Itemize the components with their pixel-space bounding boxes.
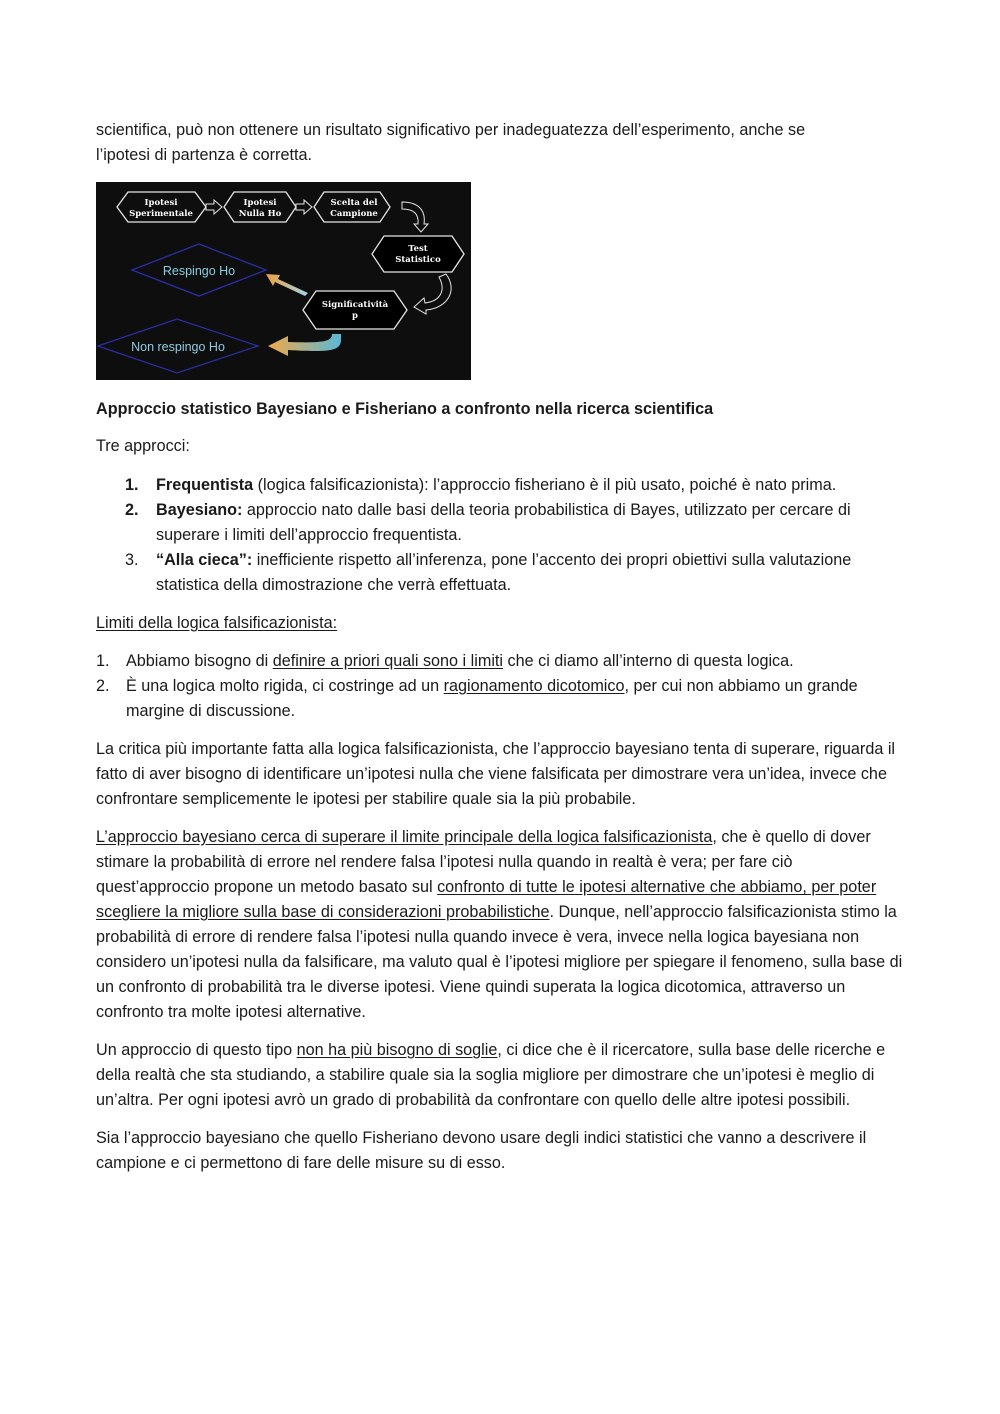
intro-line-2: l’ipotesi di partenza è corretta.	[96, 146, 312, 164]
svg-text:Ipotesi: Ipotesi	[243, 198, 277, 208]
svg-text:Campione: Campione	[330, 209, 378, 219]
box-ipotesi-sperimentale	[117, 192, 206, 222]
list-item: 2. È una logica molto rigida, ci costringe ad un ragionamento dicotomico, per cui non abbiamo un grande margine di discussione.	[96, 677, 858, 720]
box-ipotesi-nulla	[224, 192, 296, 222]
box-significativita	[303, 291, 407, 329]
box-scelta-campione	[314, 192, 390, 222]
svg-text:Significatività: Significatività	[321, 300, 389, 310]
list-item: 1. Frequentista (logica falsificazionista): l’approccio fisheriano è il più usato, poiché è nato prima.	[125, 476, 837, 494]
limits-title: Limiti della logica falsificazionista:	[96, 614, 338, 632]
intro-line-1: scientifica, può non ottenere un risultato significativo per inadeguatezza dell’esperimento, anche se	[96, 121, 806, 139]
svg-text:Test: Test	[408, 244, 428, 254]
svg-text:Statistico: Statistico	[395, 255, 441, 265]
svg-text:Non respingo Ho: Non respingo Ho	[131, 340, 225, 354]
intro-paragraph	[96, 118, 908, 168]
section-heading: Approccio statistico Bayesiano e Fisheriano a confronto nella ricerca scientifica	[96, 400, 714, 418]
svg-text:Nulla Ho: Nulla Ho	[238, 209, 282, 219]
svg-text:p: p	[352, 311, 358, 321]
document-page	[96, 118, 908, 1176]
svg-text:Ipotesi: Ipotesi	[144, 198, 178, 208]
limits-list	[96, 649, 908, 724]
paragraph-critica: La critica più importante fatta alla logica falsificazionista, che l’approccio bayesiano tenta di superare, riguarda il fatto di aver bisogno di identificare un’ipotesi nulla che viene falsificata per dimostrare vera un’idea, invece che confrontare semplicemente le ipotesi per stabilire quale sia la più probabile.	[96, 740, 896, 808]
box-respingo-ho	[132, 244, 266, 296]
svg-text:Scelta del: Scelta del	[330, 198, 378, 208]
svg-text:Respingo Ho: Respingo Ho	[162, 264, 236, 278]
hypothesis-test-flow-diagram	[96, 182, 471, 380]
approaches-list	[96, 473, 908, 598]
list-item: 3. “Alla cieca”: inefficiente rispetto all’inferenza, pone l’accento dei propri obiettivi sulla valutazione statistica della dimostrazione che verrà effettuata.	[125, 551, 852, 594]
svg-text:Sperimentale: Sperimentale	[129, 209, 193, 219]
paragraph-soglie: Un approccio di questo tipo non ha più bisogno di soglie, ci dice che è il ricercatore, sulla base delle ricerche e della realtà che sta studiando, a stabilire quale sia la soglia migliore per dimostrare che un’ipotesi è meglio di un’altra. Per ogni ipotesi avrò un grado di probabilità da confrontare con quello delle altre ipotesi possibili.	[96, 1041, 886, 1109]
paragraph-indici: Sia l’approccio bayesiano che quello Fisheriano devono usare degli indici statistici che vanno a descrivere il campione e ci permettono di fare delle misure su di esso.	[96, 1129, 867, 1172]
tre-approcci-label: Tre approcci:	[96, 437, 190, 455]
list-item: 2. Bayesiano: approccio nato dalle basi della teoria probabilistica di Bayes, utilizzato per cercare di superare i limiti dell’approccio frequentista.	[125, 501, 851, 544]
list-item: 1. Abbiamo bisogno di definire a priori quali sono i limiti che ci diamo all’interno di questa logica.	[96, 652, 794, 670]
box-test-statistico	[372, 236, 464, 272]
paragraph-bayesiano: L’approccio bayesiano cerca di superare il limite principale della logica falsificazionista, che è quello di dover stimare la probabilità di errore nel rendere falsa l’ipotesi nulla quando in realtà è vera; per fare ciò quest’approccio propone un metodo basato sul confronto di tutte le ipotesi alternative che abbiamo, per poter scegliere la migliore sulla base di considerazioni probabilistiche. Dunque, nell’approccio falsificazionista stimo la probabilità di errore di rendere falsa l’ipotesi nulla quando invece è vera, invece nella logica bayesiana non considero un’ipotesi nulla da falsificare, ma valuto qual è l’ipotesi migliore per spiegare il fenomeno, sulla base di un confronto di probabilità tra le diverse ipotesi. Viene quindi superata la logica dicotomica, attraverso un confronto tra molte ipotesi alternative.	[96, 828, 903, 1021]
box-non-respingo-ho	[98, 319, 258, 373]
